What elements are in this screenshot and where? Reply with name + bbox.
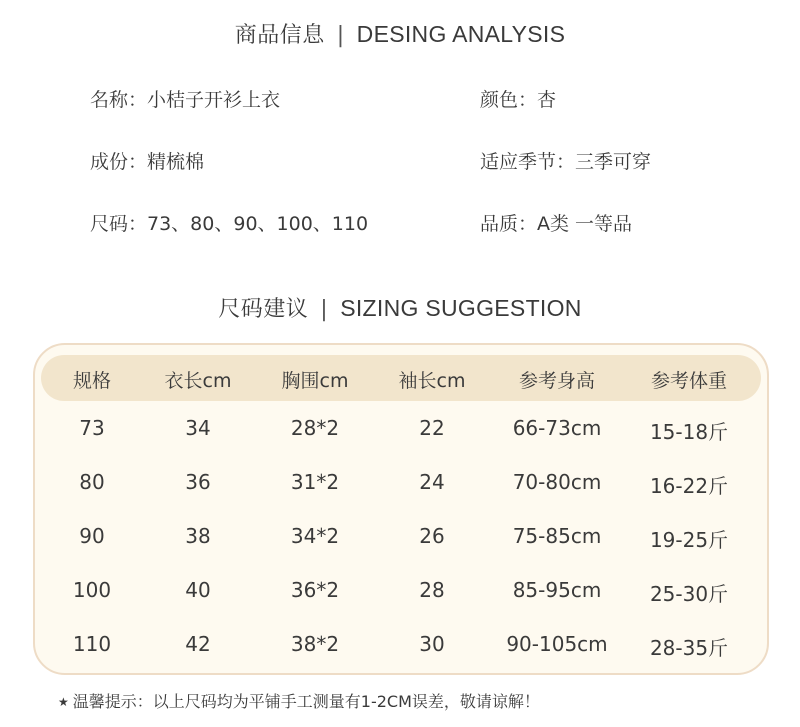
table-header-cell: 参考体重	[650, 370, 728, 392]
table-cell: 70-80cm	[512, 470, 602, 494]
table-cell: 42	[185, 632, 211, 656]
product-season: 适应季节：三季可穿	[480, 151, 652, 173]
title-separator: |	[320, 297, 329, 322]
product-color: 颜色：杏	[480, 89, 557, 111]
product-material: 成份：精梳棉	[90, 151, 205, 173]
sizing-suggestion-title-en: SIZING SUGGESTION	[340, 295, 582, 321]
footnote	[58, 689, 540, 712]
table-cell: 90	[79, 524, 105, 548]
table-cell: 80	[79, 470, 105, 494]
design-analysis-title-cn: 商品信息	[234, 23, 325, 48]
footnote-text: 温馨提示：以上尺码均为平铺手工测量有1-2CM误差，敬请谅解！	[72, 692, 540, 711]
table-header-cell: 胸围cm	[281, 370, 349, 392]
table-header-cell: 袖长cm	[398, 370, 466, 392]
table-cell: 75-85cm	[512, 524, 602, 548]
table-cell: 38	[185, 524, 211, 548]
product-sizes: 尺码：73、80、90、100、110	[90, 213, 369, 235]
table-cell: 16-22斤	[649, 474, 729, 498]
star-icon: ★	[58, 695, 69, 709]
product-name: 名称：小桔子开衫上衣	[90, 89, 281, 111]
sizing-suggestion-title-cn: 尺码建议	[218, 297, 309, 322]
design-analysis-title-en: DESING ANALYSIS	[356, 21, 566, 47]
table-header-cell: 衣长cm	[164, 370, 232, 392]
table-cell: 15-18斤	[649, 420, 729, 444]
table-cell: 110	[72, 632, 112, 656]
sizing-suggestion-title	[0, 292, 800, 323]
table-cell: 90-105cm	[506, 632, 608, 656]
table-cell: 100	[72, 578, 112, 602]
table-cell: 30	[419, 632, 445, 656]
table-cell: 34*2	[290, 524, 340, 548]
table-cell: 22	[419, 416, 445, 440]
table-header-cell: 参考身高	[518, 370, 596, 392]
table-header-cell: 规格	[72, 370, 112, 392]
table-cell: 28	[419, 578, 445, 602]
table-cell: 66-73cm	[512, 416, 602, 440]
table-cell: 36	[185, 470, 211, 494]
table-cell: 31*2	[290, 470, 340, 494]
table-cell: 28-35斤	[649, 636, 729, 660]
table-cell: 24	[419, 470, 445, 494]
table-cell: 73	[79, 416, 105, 440]
table-cell: 40	[185, 578, 211, 602]
table-cell: 26	[419, 524, 445, 548]
table-cell: 38*2	[290, 632, 340, 656]
table-cell: 85-95cm	[512, 578, 602, 602]
table-cell: 28*2	[290, 416, 340, 440]
product-quality: 品质：A类 一等品	[480, 213, 633, 235]
table-cell: 25-30斤	[649, 582, 729, 606]
table-cell: 34	[185, 416, 211, 440]
table-cell: 19-25斤	[649, 528, 729, 552]
title-separator: |	[336, 23, 345, 48]
design-analysis-title	[0, 18, 800, 49]
table-cell: 36*2	[290, 578, 340, 602]
